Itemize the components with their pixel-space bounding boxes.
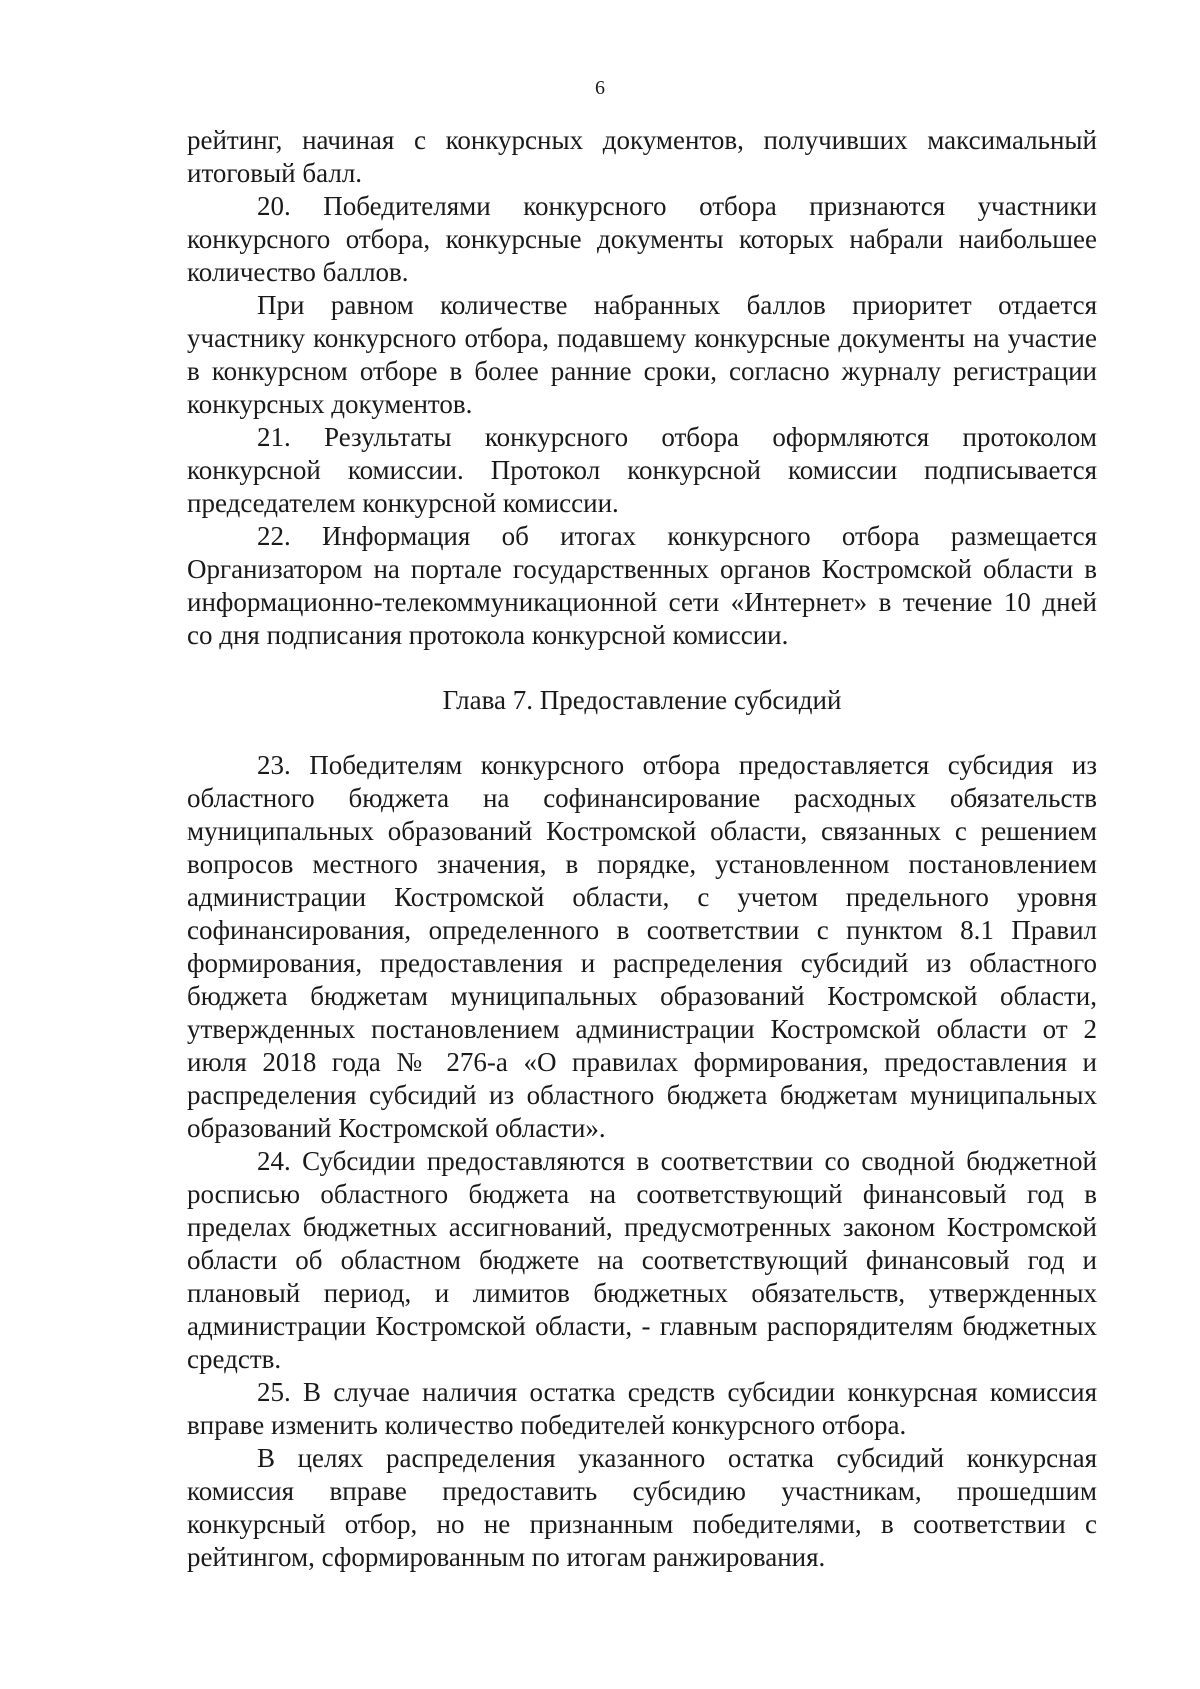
document-body (187, 124, 1097, 1574)
paragraph-24: 24. Субсидии предоставляются в соответствии со сводной бюджетной росписью областного бюджета на соответствующий финансовый год в пределах бюджетных ассигнований, предусмотренных законом Костромской области об областном бюджете на соответствующий финансовый год и плановый период, и лимитов бюджетных обязательств, утвержденных администрации Костромской области, - главным распорядителям бюджетных средств. (187, 1146, 1097, 1374)
chapter-heading: Глава 7. Предоставление субсидий (442, 685, 842, 715)
paragraph-23: 23. Победителям конкурсного отбора предоставляется субсидия из областного бюджета на софинансирование расходных обязательств муниципальных образований Костромской области, связанных с решением вопросов местного значения, в порядке, установленном постановлением администрации Костромской области, с учетом предельного уровня софинансирования, определенного в соответствии с пунктом 8.1 Правил формирования, предоставления и распределения субсидий из областного бюджета бюджетам муниципальных образований Костромской области, утвержденных постановлением администрации Костромской области от 2 июля 2018 года № 276-а «О правилах формирования, предоставления и распределения субсидий из областного бюджета бюджетам муниципальных образований Костромской области». (187, 750, 1097, 1143)
paragraph-equal-points: При равном количестве набранных баллов приоритет отдается участнику конкурсного отбора, подавшему конкурсные документы на участие в конкурсном отборе в более ранние сроки, согласно журналу регистрации конкурсных документов. (187, 290, 1097, 419)
paragraph-rating-continuation: рейтинг, начиная с конкурсных документов, получивших максимальный итоговый балл. (187, 125, 1097, 188)
paragraph-remainder-distribution: В целях распределения указанного остатка субсидий конкурсная комиссия вправе предоставить субсидию участникам, прошедшим конкурсный отбор, но не признанным победителями, в соответствии с рейтингом, сформированным по итогам ранжирования. (187, 1443, 1097, 1572)
paragraph-25: 25. В случае наличия остатка средств субсидии конкурсная комиссия вправе изменить количество победителей конкурсного отбора. (187, 1377, 1097, 1440)
paragraph-20: 20. Победителями конкурсного отбора признаются участники конкурсного отбора, конкурсные документы которых набрали наибольшее количество баллов. (187, 191, 1097, 287)
paragraph-22: 22. Информация об итогах конкурсного отбора размещается Организатором на портале государственных органов Костромской области в информационно-телекоммуникационной сети «Интернет» в течение 10 дней со дня подписания протокола конкурсной комиссии. (187, 521, 1097, 650)
page-number: 6 (595, 77, 605, 99)
paragraph-21: 21. Результаты конкурсного отбора оформляются протоколом конкурсной комиссии. Протокол конкурсной комиссии подписывается председателем конкурсной комиссии. (187, 422, 1097, 518)
